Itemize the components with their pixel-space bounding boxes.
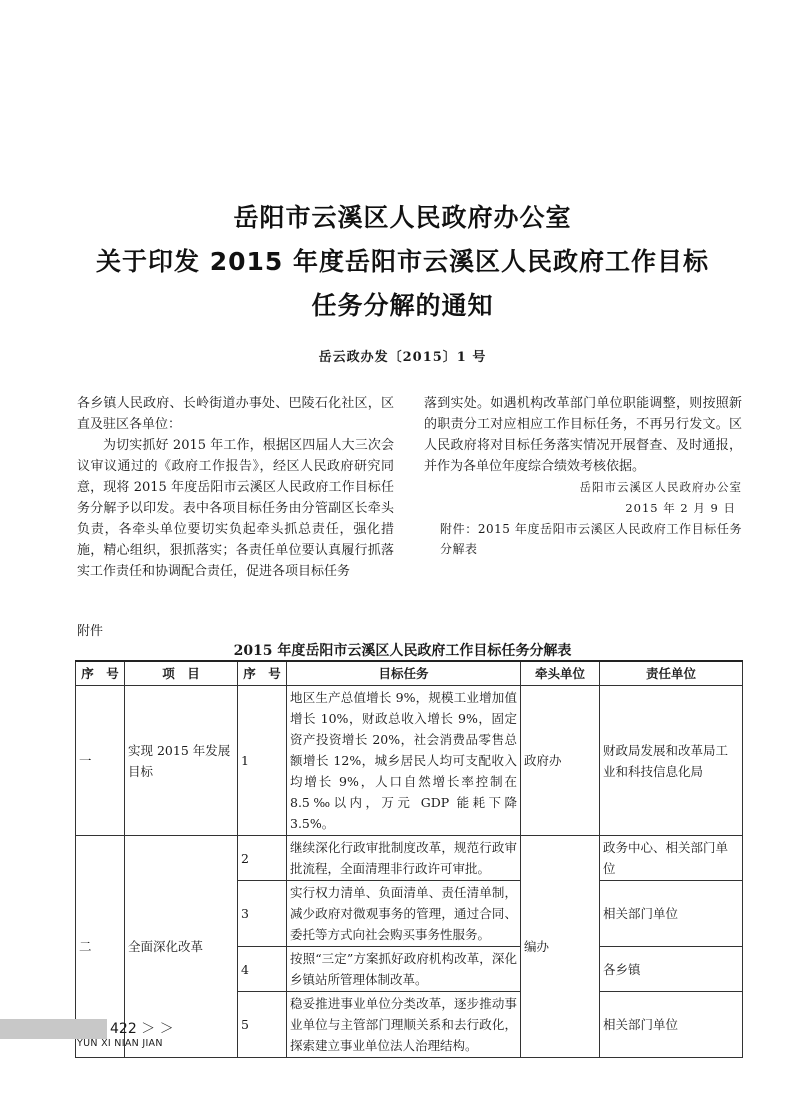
table-row [76,836,743,881]
task-goal: 按照“三定”方案抓好政府机构改革，深化乡镇站所管理体制改革。 [287,947,521,992]
right-column [424,393,742,559]
group-seq: 二 [76,836,125,1058]
header-lead-unit: 牵头单位 [521,661,600,686]
title-line-2: 关于印发 2015 年度岳阳市云溪区人民政府工作目标 [96,247,709,276]
task-responsible-unit: 相关部门单位 [600,881,743,947]
group-project: 实现 2015 年发展目标 [125,686,238,836]
title-line-1: 岳阳市云溪区人民政府办公室 [233,203,572,232]
header-seq: 序 号 [76,661,125,686]
task-responsible-unit: 政务中心、相关部门单位 [600,836,743,881]
title-line-3: 任务分解的通知 [311,291,494,320]
publication-name: YUN XI NIAN JIAN [77,1038,163,1049]
task-responsible-unit: 各乡镇 [600,947,743,992]
signature-date: 2015 年 2 月 9 日 [625,501,736,515]
table-row [76,686,743,836]
annex-reference: 附件：2015 年度岳阳市云溪区人民政府工作目标任务分解表 [440,522,742,556]
left-column [77,393,394,582]
task-goal: 稳妥推进事业单位分类改革，逐步推动事业单位与主管部门理顺关系和去行政化，探索建立事业单位法人治理结构。 [287,992,521,1058]
signature: 岳阳市云溪区人民政府办公室 [579,480,742,494]
task-goal: 实行权力清单、负面清单、责任清单制，减少政府对微观事务的管理，通过合同、委托等方式向社会购买事务性服务。 [287,881,521,947]
page-number-band [0,1019,107,1039]
task-no: 4 [238,947,287,992]
body-paragraph-1: 为切实抓好 2015 年工作，根据区四届人大三次会议审议通过的《政府工作报告》，经区人民政府研究同意，现将 2015 年度岳阳市云溪区人民政府工作目标任务分解予以印发。表中各项目标任务由分管副区长牵头负责，各牵头单位要切实负起牵头抓总责任，强化措施，精心组织，狠抓落实；各责任单位要认真履行抓落实工作责任和协调配合责任，促进各项目标任务 [77,438,394,579]
table-title: 2015 年度岳阳市云溪区人民政府工作目标任务分解表 [233,643,572,659]
annex-label: 附件 [77,624,104,639]
task-responsible-unit: 财政局发展和改革局工业和科技信息化局 [600,686,743,836]
task-responsible-unit: 相关部门单位 [600,992,743,1058]
addressee: 各乡镇人民政府、长岭街道办事处、巴陵石化社区，区直及驻区各单位： [77,396,394,432]
task-no: 3 [238,881,287,947]
body-paragraph-1-continued: 落到实处。如遇机构改革部门单位职能调整，则按照新的职责分工对应相应工作目标任务，不再另行发文。区人民政府将对目标任务落实情况开展督查、及时通报，并作为各单位年度综合绩效考核依据。 [424,396,742,474]
group-lead-unit: 编办 [521,836,600,1058]
table-header-row [76,661,743,686]
header-task-seq: 序 号 [238,661,287,686]
group-lead-unit: 政府办 [521,686,600,836]
header-project: 项 目 [125,661,238,686]
header-responsible-unit: 责任单位 [600,661,743,686]
group-project: 全面深化改革 [125,836,238,1058]
page-number: 422 ＞ ＞ [110,1021,174,1037]
task-no: 1 [238,686,287,836]
task-goal: 地区生产总值增长 9%，规模工业增加值增长 10%，财政总收入增长 9%，固定资产投资增长 20%，社会消费品零售总额增长 12%，城乡居民人均可支配收入均增长 9%，人口自然增长率控制在 8.5‰以内，万元 GDP 能耗下降 3.5%。 [287,686,521,836]
task-no: 2 [238,836,287,881]
task-no: 5 [238,992,287,1058]
group-seq: 一 [76,686,125,836]
header-goal: 目标任务 [287,661,521,686]
document-number: 岳云政办发〔2015〕1 号 [318,350,487,365]
task-goal: 继续深化行政审批制度改革，规范行政审批流程，全面清理非行政许可审批。 [287,836,521,881]
task-table [75,660,743,1058]
